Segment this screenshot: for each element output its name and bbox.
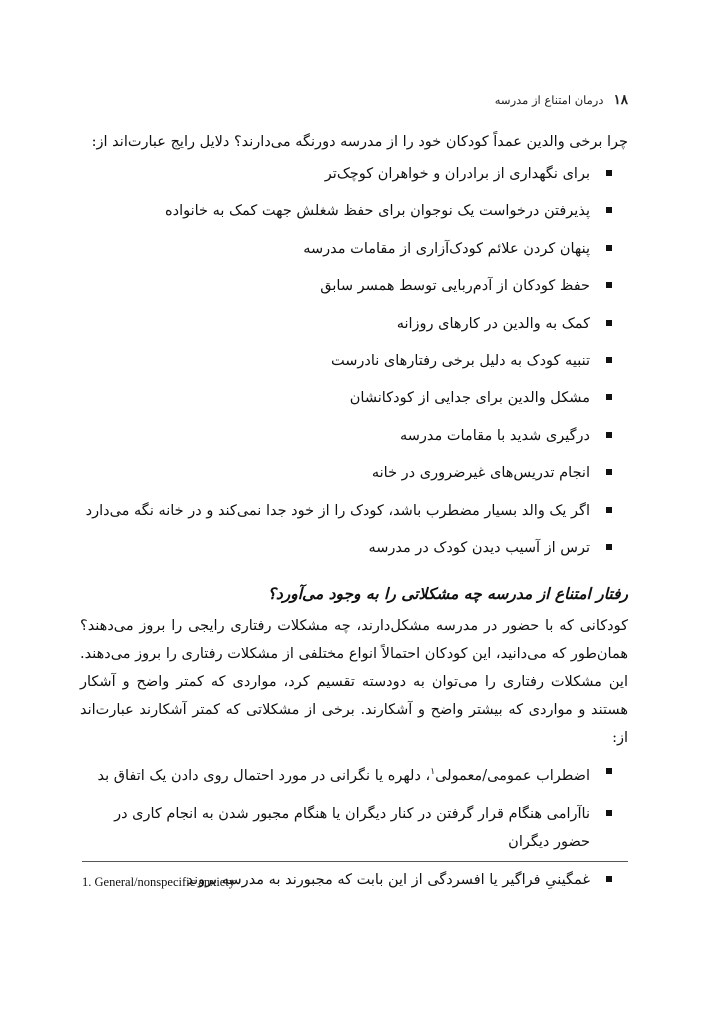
bullet-square-icon [606, 507, 612, 513]
list-item: حفظ کودکان از آدم‌ربایی توسط همسر سابق [80, 272, 628, 300]
bullet-square-icon [606, 768, 612, 774]
bullet-square-icon [606, 544, 612, 550]
page-number: ۱۸ [613, 92, 628, 108]
bullet-square-icon [606, 170, 612, 176]
section2-heading: رفتار امتناع از مدرسه چه مشکلاتی را به وجود می‌آورد؟ [267, 583, 628, 603]
list-item: تنبیه کودک به دلیل برخی رفتارهای نادرست [80, 347, 628, 375]
bullet-square-icon [606, 282, 612, 288]
list-item: پنهان کردن علائم کودک‌آزاری از مقامات مدرسه [80, 235, 628, 263]
bullet-square-icon [606, 810, 612, 816]
list-item: درگیری شدید با مقامات مدرسه [80, 422, 628, 450]
footnote-divider [82, 861, 628, 862]
list-item: پذیرفتن درخواست یک نوجوان برای حفظ شغلش جهت کمک به خانواده [80, 197, 628, 225]
page-header [495, 92, 628, 108]
list-item: غمگینیِ فراگیر یا افسردگی از این بابت که مجبورند به مدرسه بروند [80, 866, 628, 894]
bullet-square-icon [606, 876, 612, 882]
footnote-marker: ۱ [430, 766, 436, 777]
reasons-list [80, 160, 628, 562]
list-item: برای نگهداری از برادران و خواهران کوچک‌تر [80, 160, 628, 188]
list-item: مشکل والدین برای جدایی از کودکانشان [80, 384, 628, 412]
list-item: کمک به والدین در کارهای روزانه [80, 310, 628, 338]
bullet-square-icon [606, 245, 612, 251]
running-title: درمان امتناع از مدرسه [494, 93, 604, 107]
bullet-square-icon [606, 207, 612, 213]
list-item: اگر یک والد بسیار مضطرب باشد، کودک را از خود جدا نمی‌کند و در خانه نگه می‌دارد [80, 497, 628, 525]
bullet-square-icon [606, 469, 612, 475]
bullet-square-icon [606, 320, 612, 326]
section2-paragraph: کودکانی که با حضور در مدرسه مشکل‌دارند، چه مشکلات رفتاری رایجی را بروز می‌دهند؟ همان‌طور که می‌دانید، این کودکان احتمالاً انواع مختلفی از مشکلات رفتاری را بروز می‌دهند. این مشکلات رفتاری را می‌توان به دودسته تقسیم کرد، مواردی که کمتر واضح و آشکار هستند و مواردی که بیشتر واضح و آشکارند. برخی از مشکلاتی که کمتر آشکارند عبارت‌اند از: [80, 617, 628, 746]
bullet-square-icon [606, 432, 612, 438]
bullet-square-icon [606, 357, 612, 363]
footnote: 1. General/nonspecific anxiety [82, 875, 236, 889]
bullet-square-icon [606, 394, 612, 400]
section1-lead: چرا برخی والدین عمداً کودکان خود را از مدرسه دورنگه می‌دارند؟ دلایل رایج عبارت‌اند از: [91, 134, 628, 150]
list-item: انجام تدریس‌های غیرضروری در خانه [80, 459, 628, 487]
list-item: اضطراب عمومی/معمولی$^۱$، دلهره یا نگرانی در مورد احتمال روی دادن یک اتفاق بد [80, 758, 628, 790]
list-item: ناآرامی هنگام قرار گرفتن در کنار دیگران یا هنگام مجبور شدن به انجام کاری در حضور دیگران [80, 800, 628, 856]
page-body [80, 128, 628, 904]
problems-list [80, 758, 628, 894]
list-item: ترس از آسیب دیدن کودک در مدرسه [80, 534, 628, 562]
